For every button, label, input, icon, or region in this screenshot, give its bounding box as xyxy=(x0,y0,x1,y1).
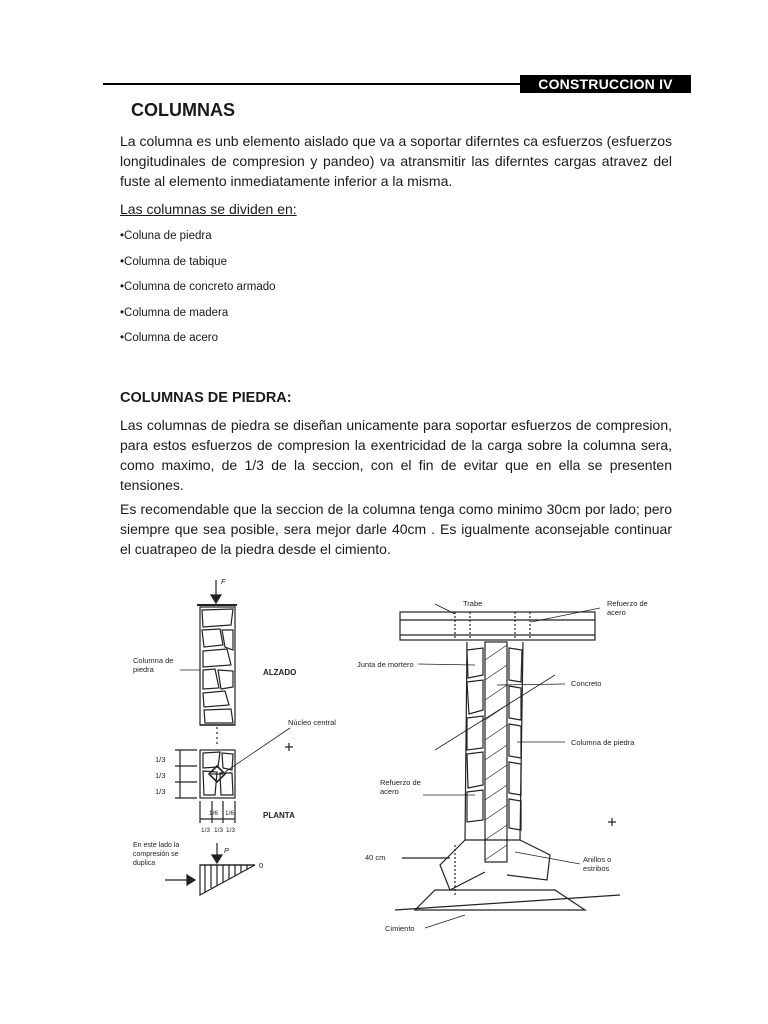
rebar-line2: acero xyxy=(380,787,399,796)
third-bottom-1: 1/3 xyxy=(201,827,211,834)
intro-paragraph: La columna es unb elemento aislado que va a soportar diferntes ca esfuerzos (esfuerzos longitudinales de compresion y pandeo) va atransmitir las diferntes cargas atravez del fuste al elemento inmediatamente inferior a la misma. xyxy=(120,133,672,189)
core-label: Núcleo central xyxy=(288,718,336,727)
types-heading: Las columnas se dividen en: xyxy=(120,201,297,217)
rings-line1: Anillos o xyxy=(583,855,612,864)
section-paragraph-1: Las columnas de piedra se diseñan unicamente para soportar esfuerzos de compresion, para estos esfuerzos de compresion la exentricidad de la carga sobre la columna sera, como maximo, de 1/3 de la seccion, con el fin de evitar que en ella se presenten tensiones. xyxy=(120,417,672,493)
beam-label: Trabe xyxy=(463,599,483,608)
stone-column-section-figure xyxy=(355,590,660,940)
list-item: •Columna de concreto armado xyxy=(120,281,276,293)
column-label-line1: Columna de xyxy=(133,656,174,665)
section-title: COLUMNAS DE PIEDRA: xyxy=(120,390,292,406)
third-label-2: 1/3 xyxy=(155,771,166,780)
load-symbol: F xyxy=(221,577,226,586)
list-item: •Coluna de piedra xyxy=(120,230,212,242)
mortar-joint-label: Junta de mortero xyxy=(357,660,414,669)
third-label-3: 1/3 xyxy=(155,787,166,796)
stone-column-label: Columna de piedra xyxy=(571,738,635,747)
header-rule xyxy=(103,83,523,85)
rings-line2: estribos xyxy=(583,864,610,873)
course-header-label: CONSTRUCCION IV xyxy=(520,75,691,93)
compression-note-line1: En este lado la xyxy=(133,842,180,849)
sixth-label-2: 1/6 xyxy=(225,810,235,817)
compression-note-line2: compresión se xyxy=(133,851,179,858)
third-bottom-2: 1/3 xyxy=(214,827,224,834)
column-types-list xyxy=(120,228,276,356)
third-bottom-3: 1/3 xyxy=(226,827,236,834)
rebar-top-line1: Refuerzo de xyxy=(607,599,648,608)
p-symbol: P xyxy=(224,846,230,855)
rebar-line1: Refuerzo de xyxy=(380,778,421,787)
concrete-label: Concreto xyxy=(571,679,602,688)
rebar-top-line2: acero xyxy=(607,608,626,617)
list-item: •Columna de tabique xyxy=(120,255,227,268)
page-title: COLUMNAS xyxy=(131,100,235,120)
plan-label: PLANTA xyxy=(263,811,295,820)
foundation-label: Cimiento xyxy=(385,924,415,933)
list-item: •Columna de madera xyxy=(120,306,229,319)
column-label-line2: piedra xyxy=(133,665,154,674)
elevation-label: ALZADO xyxy=(263,668,297,677)
stone-column-elevation-plan-figure xyxy=(125,575,355,915)
compression-note-line3: duplica xyxy=(133,860,156,867)
third-label-1: 1/3 xyxy=(155,755,166,764)
list-item: •Columna de acero xyxy=(120,332,219,344)
sixth-label-1: 1/6 xyxy=(209,810,219,817)
dimension-label: 40 cm xyxy=(365,853,386,862)
section-paragraph-2: Es recomendable que la seccion de la columna tenga como minimo 30cm por lado; pero siempre que sea posible, sera mejor darle 40cm . Es igualmente aconsejable continuar el cuatrapeo de la piedra desde el cimiento. xyxy=(120,501,672,557)
zero-label: 0 xyxy=(259,861,264,870)
